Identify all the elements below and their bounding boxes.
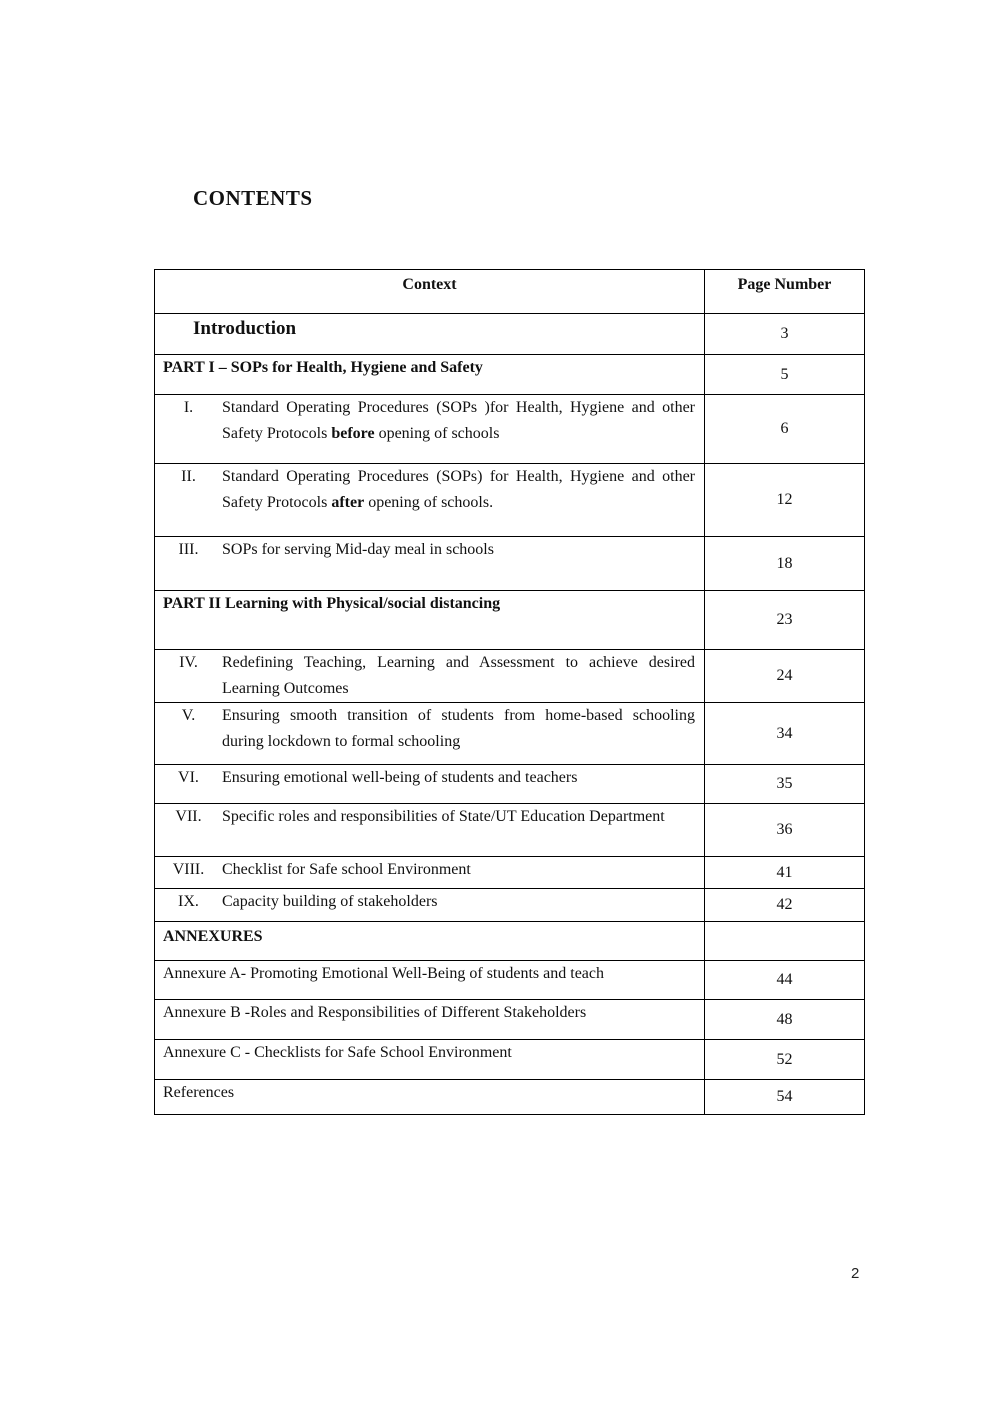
table-row bbox=[155, 922, 865, 961]
table-row bbox=[155, 650, 865, 703]
annexure-item: References bbox=[155, 1080, 705, 1115]
contents-table bbox=[154, 269, 865, 1115]
page-cell: 23 bbox=[705, 591, 865, 650]
table-row bbox=[155, 591, 865, 650]
page-cell: 18 bbox=[705, 537, 865, 591]
table-row bbox=[155, 355, 865, 395]
item-number: IV. bbox=[179, 654, 198, 671]
annexure-item: Annexure C - Checklists for Safe School Environment bbox=[155, 1040, 705, 1080]
page-cell: 48 bbox=[705, 1000, 865, 1040]
item-text: Ensuring smooth transition of students from home-based schooling during lockdown to formal schooling bbox=[222, 707, 695, 750]
context-cell bbox=[155, 395, 705, 464]
context-cell bbox=[155, 857, 705, 889]
table-header-row bbox=[155, 270, 865, 314]
page-cell: 36 bbox=[705, 804, 865, 857]
part-heading: PART II Learning with Physical/social distancing bbox=[155, 591, 705, 650]
table-row bbox=[155, 537, 865, 591]
item-text: Specific roles and responsibilities of State/UT Education Department bbox=[222, 808, 665, 825]
item-text: Redefining Teaching, Learning and Assessment to achieve desired Learning Outcomes bbox=[222, 654, 695, 697]
table-row bbox=[155, 804, 865, 857]
item-text: Standard Operating Procedures (SOPs )for Health, Hygiene and other Safety Protocols before opening of schools bbox=[222, 399, 695, 442]
page-cell: 6 bbox=[705, 395, 865, 464]
context-cell bbox=[155, 804, 705, 857]
item-number: II. bbox=[181, 468, 196, 485]
context-cell bbox=[155, 765, 705, 804]
page-cell: 52 bbox=[705, 1040, 865, 1080]
page-cell: 54 bbox=[705, 1080, 865, 1115]
table-row bbox=[155, 765, 865, 804]
header-context: Context bbox=[155, 270, 705, 314]
page-cell: 3 bbox=[705, 314, 865, 355]
context-cell bbox=[155, 889, 705, 922]
table-row bbox=[155, 314, 865, 355]
item-number: VI. bbox=[178, 769, 199, 786]
page-cell: 24 bbox=[705, 650, 865, 703]
table-row bbox=[155, 1080, 865, 1115]
annexure-item: Annexure B -Roles and Responsibilities of Different Stakeholders bbox=[155, 1000, 705, 1040]
footer-page-number: 2 bbox=[851, 1265, 860, 1282]
item-number: VII. bbox=[175, 808, 202, 825]
header-page-number: Page Number bbox=[705, 270, 865, 314]
table-row bbox=[155, 889, 865, 922]
item-text: Standard Operating Procedures (SOPs) for Health, Hygiene and other Safety Protocols after opening of schools. bbox=[222, 468, 695, 511]
context-cell bbox=[155, 703, 705, 765]
item-text: Checklist for Safe school Environment bbox=[222, 861, 471, 878]
page-cell: 35 bbox=[705, 765, 865, 804]
item-number: VIII. bbox=[172, 861, 205, 878]
page-cell: 41 bbox=[705, 857, 865, 889]
page-cell: 42 bbox=[705, 889, 865, 922]
table-row bbox=[155, 703, 865, 765]
item-text: Capacity building of stakeholders bbox=[222, 893, 438, 910]
context-cell bbox=[155, 650, 705, 703]
page-cell: 5 bbox=[705, 355, 865, 395]
table-row bbox=[155, 1000, 865, 1040]
item-number: III. bbox=[178, 541, 199, 558]
page-cell: 34 bbox=[705, 703, 865, 765]
page-cell: 12 bbox=[705, 464, 865, 537]
annexure-item: Annexure A- Promoting Emotional Well-Being of students and teach bbox=[155, 961, 705, 1000]
page-title: CONTENTS bbox=[193, 186, 313, 210]
item-number: IX. bbox=[178, 893, 199, 910]
item-number: V. bbox=[181, 707, 196, 724]
introduction-label: Introduction bbox=[155, 314, 705, 355]
context-cell bbox=[155, 464, 705, 537]
item-emphasis: after bbox=[331, 494, 365, 511]
item-text: Ensuring emotional well-being of students and teachers bbox=[222, 769, 578, 786]
item-text: SOPs for serving Mid-day meal in schools bbox=[222, 541, 494, 558]
part-heading: ANNEXURES bbox=[155, 922, 705, 961]
item-emphasis: before bbox=[331, 425, 375, 442]
table-row bbox=[155, 464, 865, 537]
part-heading: PART I – SOPs for Health, Hygiene and Safety bbox=[155, 355, 705, 395]
page-cell bbox=[705, 922, 865, 961]
page-cell: 44 bbox=[705, 961, 865, 1000]
table-row bbox=[155, 1040, 865, 1080]
table-row bbox=[155, 961, 865, 1000]
table-row bbox=[155, 857, 865, 889]
context-cell bbox=[155, 537, 705, 591]
item-number: I. bbox=[183, 399, 194, 416]
table-row bbox=[155, 395, 865, 464]
